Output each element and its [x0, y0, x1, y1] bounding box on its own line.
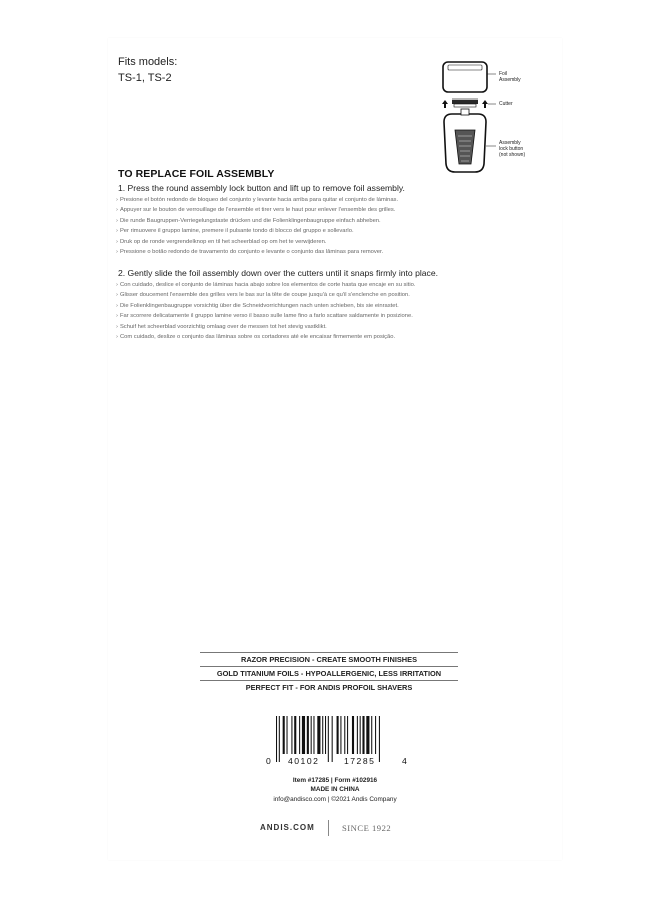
fits-label: Fits models:	[118, 56, 178, 68]
cutter-label: Cutter	[499, 101, 513, 107]
barcode-bar	[352, 716, 354, 754]
product-meta	[220, 776, 450, 804]
since-tagline: SINCE 1922	[342, 823, 392, 833]
lock-button-label	[499, 140, 525, 158]
fits-models-list: TS-1, TS-2	[118, 72, 172, 84]
barcode-bar	[294, 716, 296, 754]
barcode-bar	[332, 716, 333, 762]
feature-item: GOLD TITANIUM FOILS - HYPOALLERGENIC, LESS IRRITATION	[216, 669, 442, 678]
barcode-bar	[283, 716, 285, 754]
translation-item: › Presione el botón redondo de bloqueo del conjunto y levante hacia arriba para quitar el conjunto de láminas.	[116, 195, 398, 205]
footer	[190, 822, 480, 836]
barcode-bar	[344, 716, 345, 754]
barcode-bar	[287, 716, 288, 754]
translation-item: › Far scorrere delicatamente il gruppo lamine verso il basso sulle lame fino a farlo scattare saldamente in posizione.	[116, 311, 415, 321]
foil-label-line-2: Assembly	[499, 77, 521, 83]
barcode-bar	[360, 716, 361, 754]
barcode-bar	[299, 716, 300, 754]
barcode-bar	[357, 716, 358, 754]
andis-url[interactable]: ANDIS.COM	[260, 823, 315, 832]
translation-item: › Per rimuovere il gruppo lamine, premere il pulsante tondo di blocco del gruppo e sollevarlo.	[116, 226, 398, 236]
step-1-translations	[116, 195, 398, 257]
barcode-bar	[328, 716, 329, 762]
translation-item: › Druk op de ronde vergrendelknop en til het scheerblad op om het te verwijderen.	[116, 237, 398, 247]
item-form-number: Item #17285 | Form #102916	[292, 777, 378, 784]
barcode-bar	[362, 716, 364, 754]
barcode-bar	[366, 716, 369, 754]
translation-item: › Die Folienklingenbaugruppe vorsichtig über die Schneidvorrichtungen nach unten schieben, bis sie einrastet.	[116, 301, 415, 311]
lock-label-line-1: Assembly	[499, 140, 521, 146]
shaver-diagram	[430, 60, 555, 178]
barcode-bar	[371, 716, 372, 754]
barcode-bar	[317, 716, 320, 754]
lock-label-line-3: (not shown)	[499, 152, 526, 158]
barcode-bar	[375, 716, 376, 754]
barcode-digit-first: 0	[266, 756, 271, 766]
barcode-bar	[322, 716, 323, 754]
barcode-bar	[347, 716, 348, 754]
feature-item: RAZOR PRECISION - CREATE SMOOTH FINISHES	[240, 655, 417, 664]
feature-list	[200, 652, 458, 694]
translation-item: › Glisser doucement l'ensemble des grilles vers le bas sur la tête de coupe jusqu'à ce qu'il s'enclenche en position.	[116, 290, 415, 300]
made-in: MADE IN CHINA	[310, 786, 360, 794]
lock-label-line-2: lock button	[499, 146, 524, 152]
barcode-bar	[325, 716, 326, 754]
foil-assembly-label	[499, 71, 521, 83]
translation-item: › Pressione o botão redondo de travamento do conjunto e levante o conjunto das lâminas para remover.	[116, 247, 398, 257]
barcode-bar	[313, 716, 314, 754]
barcode-digit-last: 4	[402, 756, 407, 766]
barcode-group-right: 17285	[344, 756, 376, 766]
barcode-bar	[311, 716, 312, 754]
barcode-bar	[307, 716, 309, 754]
foil-label-line-1: Foil	[499, 71, 508, 77]
translation-item: › Com cuidado, deslize o conjunto das lâminas sobre os cortadores até ele encaixar firmemente em posição.	[116, 332, 415, 342]
step-2-translations	[116, 280, 415, 342]
barcode-bar	[276, 716, 277, 762]
feature-item: PERFECT FIT - FOR ANDIS PROFOIL SHAVERS	[245, 683, 413, 692]
barcode-bar	[379, 716, 380, 762]
translation-item: › Schuif het scheerblad voorzichtig omlaag over de messen tot het stevig vastklikt.	[116, 322, 415, 332]
fits-models	[118, 54, 177, 86]
step-2: 2. Gently slide the foil assembly down over the cutters until it snaps firmly into place.	[118, 268, 439, 278]
translation-item: › Con cuidado, deslice el conjunto de láminas hacia abajo sobre los elementos de corte hasta que encaje en su sitio.	[116, 280, 415, 290]
translation-item: › Appuyer sur le bouton de verrouillage de l'ensemble et tirer vers le haut pour enlever l'ensemble des grilles.	[116, 205, 398, 215]
section-title: TO REPLACE FOIL ASSEMBLY	[118, 168, 275, 180]
footer-divider	[328, 820, 329, 836]
barcode-bar	[340, 716, 341, 754]
barcode	[266, 716, 408, 770]
barcode-group-left: 40102	[288, 756, 320, 766]
barcode-bar	[337, 716, 339, 754]
shaver-illustration	[430, 60, 555, 178]
step-1: 1. Press the round assembly lock button and lift up to remove foil assembly.	[118, 183, 405, 193]
contact-copyright: info@andisco.com | ©2021 Andis Company	[273, 795, 397, 803]
barcode-bar	[291, 716, 292, 754]
barcode-bar	[279, 716, 280, 762]
barcode-bar	[302, 716, 305, 754]
translation-item: › Die runde Baugruppen-Verriegelungstaste drücken und die Folienklingenbaugruppe einfach abheben.	[116, 216, 398, 226]
